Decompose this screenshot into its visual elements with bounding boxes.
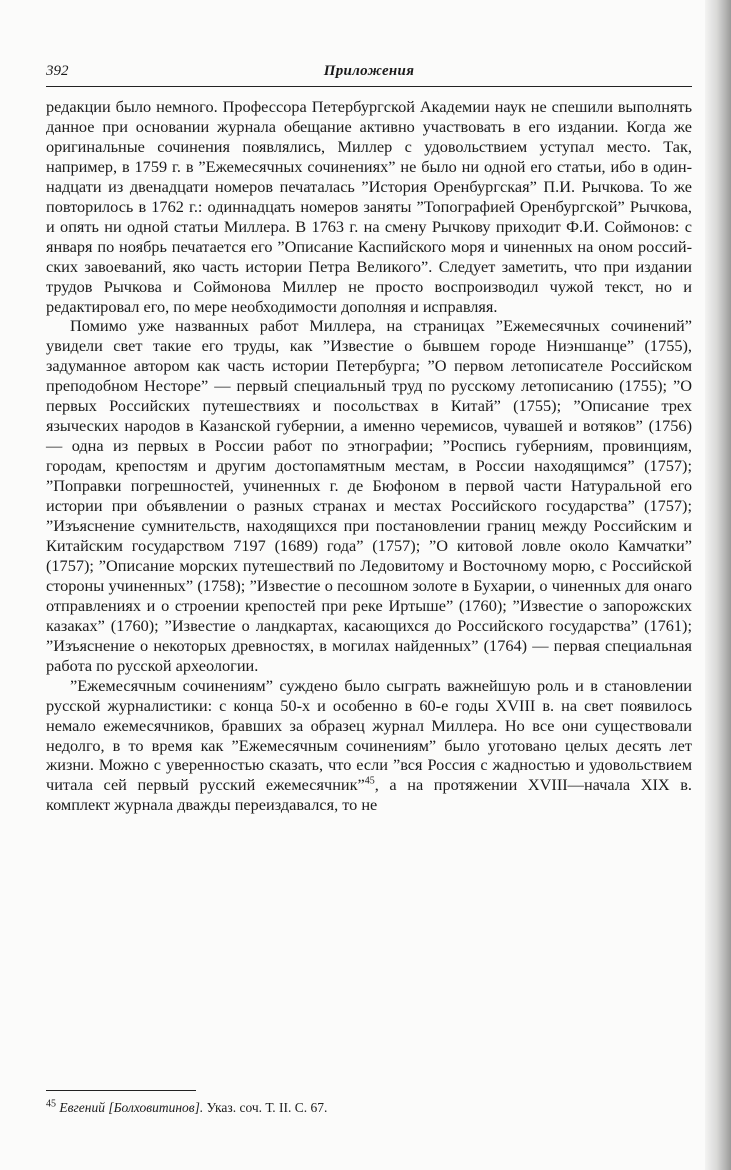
header-rule (46, 86, 692, 87)
paragraph-3-text: ”Ежемесячным сочинениям” суждено было сыграть важнейшую роль и в становлении русской журналистики: с конца 50-х и особенно в 60-е годы XVIII в. на свет появилось немало ежемесячников, бравших за образец журнал Миллера. Но все они существовали недолго, в то время как ”Ежемесячным сочинениям” было уготовано целых десять лет жизни. Можно с уверенностью сказать, что если ”вся Россия с жадностью и удовольствием читала сей первый русский ежемесячник” (46, 675, 692, 795)
footnote (46, 1099, 692, 1116)
page-number: 392 (46, 63, 69, 79)
paragraph-2: Помимо уже названных работ Миллера, на страницах ”Ежемесячных сочинений” увидели свет такие его труды, как ”Известие о бывшем городе Ниэншанце” (1755), задуманное автором как часть истории Петербурга; ”О первом летописателе Российском преподобном Несторе” — первый специальный труд по русскому летописанию (1755); ”О первых Российских путешествиях и посольствах в Китай” (1755); ”Описание трех языческих народов в Казанской губернии, а именно черемисов, чувашей и вотяков” (1756) — одна из первых в России работ по этнографии; ”Роспись губерниям, провинциям, городам, крепостям и другим достопамятным местам, в России находящимся” (1757); ”Поправки погрешностей, учиненных г. де Бюфоном в первой части Натуральной его истории при объявлении о разных странах и местах Российского государства” (1757); ”Изъяснение сумнительств, находящихся при постановлении границ между Российским и Китайским государством 7197 (1689) года” (1757); ”О китовой ловле около Камчатки” (1757); ”Описание морских путешествий по Ледовитому и Восточному морю, с Российской стороны учиненных” (1758); ”Известие о песошном золоте в Бухарии, о чиненных для онаго отправлениях и о строении крепостей при реке Иртыше” (1760); ”Известие о запорожских казаках” (1760); ”Известие о ландкартах, касающихся до Российского государства” (1761); ”Изъяснение о некоторых древностях, в могилах найденных” (1764) — первая специальная работа по русской археологии. (46, 316, 692, 675)
running-title: Приложения (323, 63, 415, 79)
footnote-rule (46, 1090, 196, 1091)
page-binding-edge (705, 0, 731, 1170)
footnote-number: 45 (46, 1098, 56, 1110)
paragraph-1: редакции было немного. Профессора Петербургской Академии наук не спешили выполнять данное при основании журнала обещание активно участвовать в его издании. Когда же оригинальные сочинения появлялись, Миллер с удовольствием уступал место. Так, например, в 1759 г. в ”Ежемесячных сочинениях” не было ни одной его статьи, ибо в одиннадцати из двенадцати номеров печаталась ”История Оренбургская” П.И. Рычкова. То же повторилось в 1762 г.: одиннадцать номеров заняты ”Топографией Оренбургской” Рычкова, и опять ни одной статьи Миллера. В 1763 г. на смену Рычкову приходит Ф.И. Соймонов: с января по ноябрь печатается его ”Описание Каспийского моря и чиненных на оном российских завоеваний, яко часть истории Петра Великого”. Следует заметить, что при издании трудов Рычкова и Соймонова Миллер не просто воспроизводил чужой текст, но и редактировал его, по мере необходимости дополняя и исправляя. (46, 97, 692, 316)
footnote-reference: 45 (364, 775, 375, 787)
paragraph-3 (46, 676, 692, 816)
page-header (46, 60, 692, 86)
paragraph-3-text-after: , а на протяжении XVIII—начала XIX в. комплект журнала дважды переиздавался, то не (46, 775, 692, 815)
footnote-author: Евгений [Болховитинов]. (59, 1100, 204, 1115)
body-text (46, 97, 692, 815)
footnote-reference-text: Указ. соч. Т. II. С. 67. (203, 1100, 328, 1115)
